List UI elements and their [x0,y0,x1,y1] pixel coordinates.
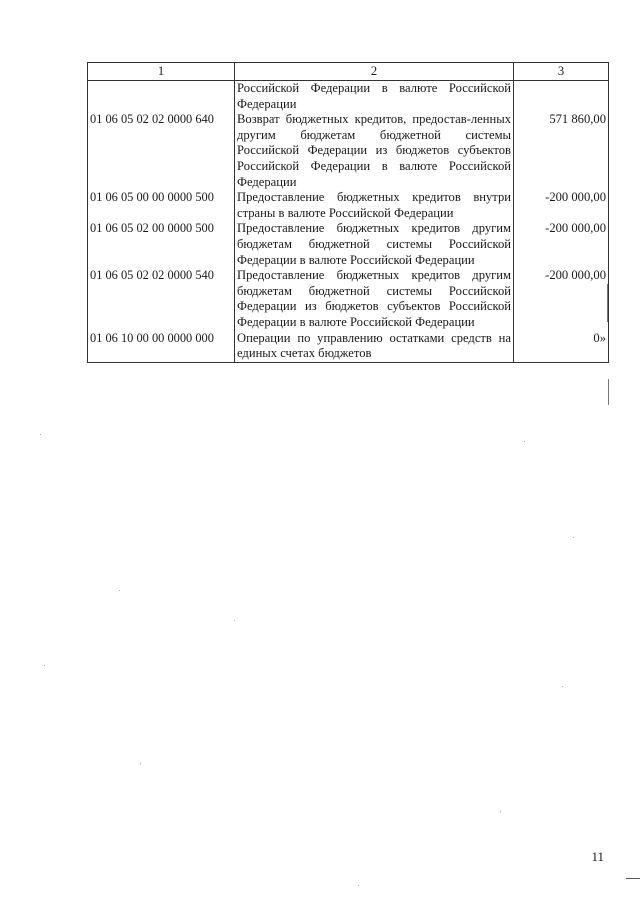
table-row [88,112,609,190]
row-name: Российской Федерации в валюте Российской Федерации [235,81,514,113]
row-amount: -200 000,00 [514,221,609,268]
scan-speck [140,763,141,764]
row-code: 01 06 05 02 02 0000 640 [88,112,235,190]
row-name: Предоставление бюджетных кредитов внутри страны в валюте Российской Федерации [235,190,514,221]
row-amount [514,81,609,113]
row-code: 01 06 10 00 00 0000 000 [88,331,235,363]
row-name: Предоставление бюджетных кредитов другим бюджетам бюджетной системы Российской Федерации в валюте Российской Федерации [235,221,514,268]
scan-speck [562,686,563,687]
row-code: 01 06 05 00 00 0000 500 [88,190,235,221]
row-amount: -200 000,00 [514,190,609,221]
row-amount: 571 860,00 [514,112,609,190]
row-name: Предоставление бюджетных кредитов другим бюджетам бюджетной системы Российской Федерации из бюджетов субъектов Российской Федерации в валюте Российской Федерации [235,268,514,330]
row-name: Возврат бюджетных кредитов, предостав-ленных другим бюджетам бюджетной системы Российской Федерации из бюджетов субъектов Российской Федерации в валюте Российской Федерации [235,112,514,190]
table-row [88,331,609,363]
page-number: 11 [591,849,604,864]
row-code: 01 06 05 02 02 0000 540 [88,268,235,330]
row-amount: 0» [514,331,609,363]
row-code [88,81,235,113]
table-row [88,190,609,221]
scan-edge-mark [607,284,608,322]
row-amount: -200 000,00 [514,268,609,330]
scan-speck [500,811,501,812]
table-row [88,221,609,268]
scan-speck [234,620,235,621]
row-code: 01 06 05 02 00 0000 500 [88,221,235,268]
table-header-row [88,63,609,81]
scan-speck [573,537,574,538]
table-row [88,81,609,113]
row-name: Операции по управлению остатками средств на единых счетах бюджетов [235,331,514,363]
scan-speck [40,434,41,435]
scan-edge-mark [608,379,609,405]
budget-sources-table [87,62,609,363]
scan-corner-mark [626,878,640,879]
column-header-code: 1 [88,63,235,81]
column-header-amount: 3 [514,63,609,81]
column-header-name: 2 [235,63,514,81]
scan-speck [44,665,45,666]
scan-speck [524,441,525,442]
table-row [88,268,609,330]
scan-speck [119,590,120,591]
scan-speck [358,885,359,886]
